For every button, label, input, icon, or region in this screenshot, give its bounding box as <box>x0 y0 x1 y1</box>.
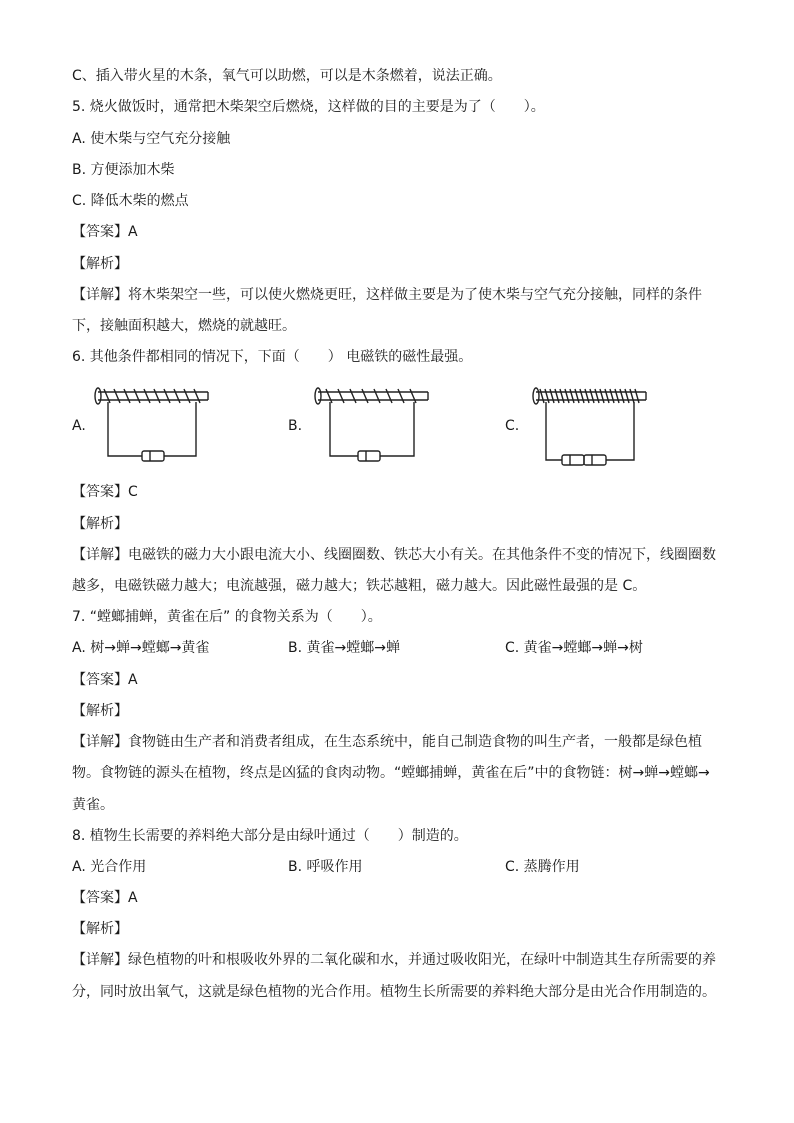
q7-stem: 7. “螳螂捕蝉，黄雀在后” 的食物关系为（ ）。 <box>72 609 382 625</box>
q6-figure-label-c: C. <box>505 418 520 434</box>
q7-analysis-label: 【解析】 <box>72 703 128 719</box>
q6-figure-label-a: A. <box>72 418 86 434</box>
q5-option-a: A. 使木柴与空气充分接触 <box>72 131 231 147</box>
q7-option-c: C. 黄雀→螳螂→蝉→树 <box>505 640 643 656</box>
q5-detail-line-1: 【详解】将木柴架空一些，可以使火燃烧更旺，这样做主要是为了使木柴与空气充分接触，同样的条件 <box>72 287 702 303</box>
q8-option-b: B. 呼吸作用 <box>288 859 363 875</box>
q4-option-c-text: C、插入带火星的木条，氧气可以助燃，可以是木条燃着，说法正确。 <box>72 68 502 84</box>
q7-detail-line-1: 【详解】食物链由生产者和消费者组成，在生态系统中，能自己制造食物的叫生产者，一般都是绿色植 <box>72 734 702 750</box>
q5-stem: 5. 烧火做饭时，通常把木柴架空后燃烧，这样做的目的主要是为了（ ）。 <box>72 99 545 115</box>
q7-detail-line-2: 物。食物链的源头在植物，终点是凶猛的食肉动物。“螳螂捕蝉，黄雀在后”中的食物链：树→蝉→螳螂→ <box>72 765 710 781</box>
q5-option-b: B. 方便添加木柴 <box>72 162 175 178</box>
q7-answer: 【答案】A <box>72 672 138 688</box>
q5-answer: 【答案】A <box>72 224 138 240</box>
q5-option-c: C. 降低木柴的燃点 <box>72 193 189 209</box>
q8-option-c: C. 蒸腾作用 <box>505 859 580 875</box>
q6-answer: 【答案】C <box>72 484 138 500</box>
q8-stem: 8. 植物生长需要的养料绝大部分是由绿叶通过（ ）制造的。 <box>72 828 468 844</box>
q6-electromagnet-b-diagram <box>312 380 432 466</box>
q7-option-a: A. 树→蝉→螳螂→黄雀 <box>72 640 210 656</box>
q8-detail-line-2: 分，同时放出氧气，这就是绿色植物的光合作用。植物生长所需要的养料绝大部分是由光合作用制造的。 <box>72 984 716 1000</box>
q6-detail-line-1: 【详解】电磁铁的磁力大小跟电流大小、线圈圈数、铁芯大小有关。在其他条件不变的情况下，线圈圈数 <box>72 547 716 563</box>
q8-detail-line-1: 【详解】绿色植物的叶和根吸收外界的二氧化碳和水，并通过吸收阳光，在绿叶中制造其生存所需要的养 <box>72 952 716 968</box>
q5-detail-line-2: 下，接触面积越大，燃烧的就越旺。 <box>72 318 296 334</box>
q8-answer: 【答案】A <box>72 890 138 906</box>
q6-electromagnet-c-diagram <box>530 380 650 470</box>
q6-electromagnet-a-diagram <box>92 380 212 466</box>
q5-analysis-label: 【解析】 <box>72 256 128 272</box>
q6-analysis-label: 【解析】 <box>72 516 128 532</box>
q6-stem: 6. 其他条件都相同的情况下，下面（ ） 电磁铁的磁性最强。 <box>72 349 473 365</box>
q7-detail-line-3: 黄雀。 <box>72 797 114 813</box>
q7-option-b: B. 黄雀→螳螂→蝉 <box>288 640 400 656</box>
q8-analysis-label: 【解析】 <box>72 921 128 937</box>
q6-figure-label-b: B. <box>288 418 303 434</box>
q6-detail-line-2: 越多，电磁铁磁力越大；电流越强，磁力越大；铁芯越粗，磁力越大。因此磁性最强的是 C。 <box>72 578 647 594</box>
q8-option-a: A. 光合作用 <box>72 859 147 875</box>
